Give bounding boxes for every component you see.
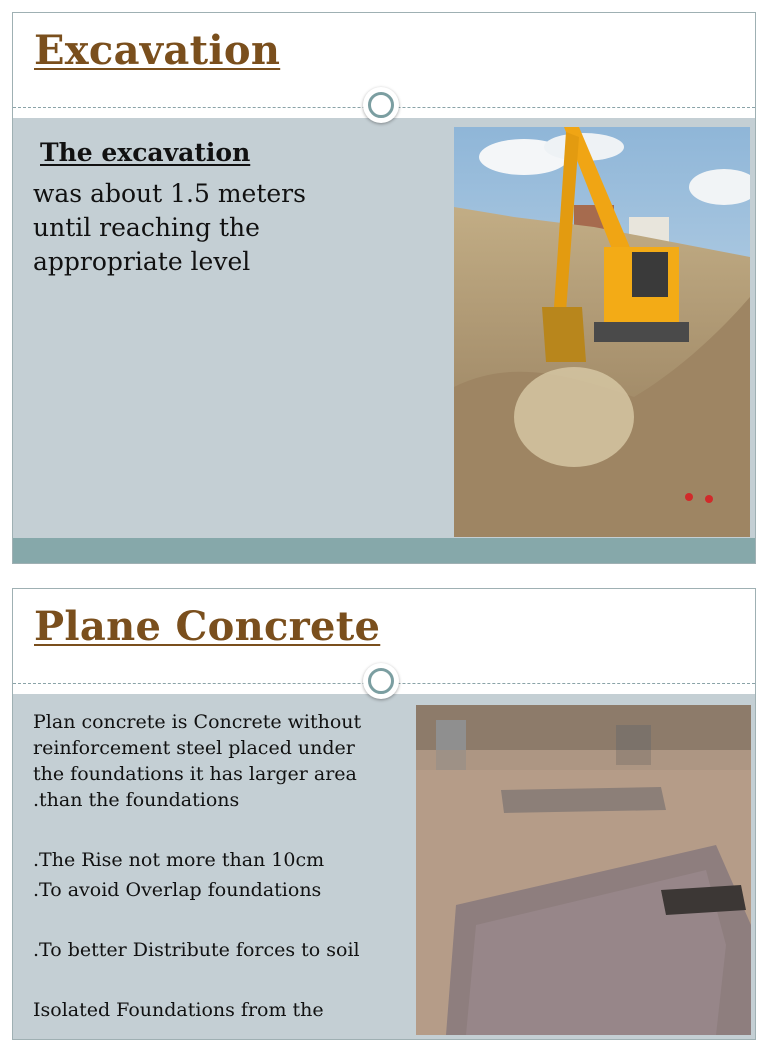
slide-excavation [12,12,756,564]
slide-title: Excavation [34,27,281,74]
text-line: reinforcement steel placed under [33,737,355,759]
slide-title: Plane Concrete [34,603,381,650]
body-line: until reaching the [33,213,260,242]
plain-concrete-photo [416,705,751,1035]
section-heading: The excavation [40,138,251,167]
text-line: Isolated Foundations from the [33,999,324,1021]
text-line: Plan concrete is Concrete without [33,711,362,733]
paragraph [33,847,373,873]
paragraph [33,997,373,1023]
body-line: appropriate level [33,247,251,276]
ring-ornament-icon [363,663,399,699]
excavator-photo [454,127,750,537]
slide-plane-concrete [12,588,756,1040]
text-line: the foundations it has larger area [33,763,357,785]
paragraph [33,937,373,963]
text-line: .than the foundations [33,789,240,811]
text-line: .To better Distribute forces to soil [33,939,360,961]
paragraph [33,709,373,813]
footer-band [13,538,755,563]
body-text [33,177,353,279]
body-line: was about 1.5 meters [33,179,306,208]
paragraph [33,877,373,903]
text-line: .The Rise not more than 10cm [33,849,325,871]
ring-ornament-icon [363,87,399,123]
text-line: .To avoid Overlap foundations [33,879,322,901]
